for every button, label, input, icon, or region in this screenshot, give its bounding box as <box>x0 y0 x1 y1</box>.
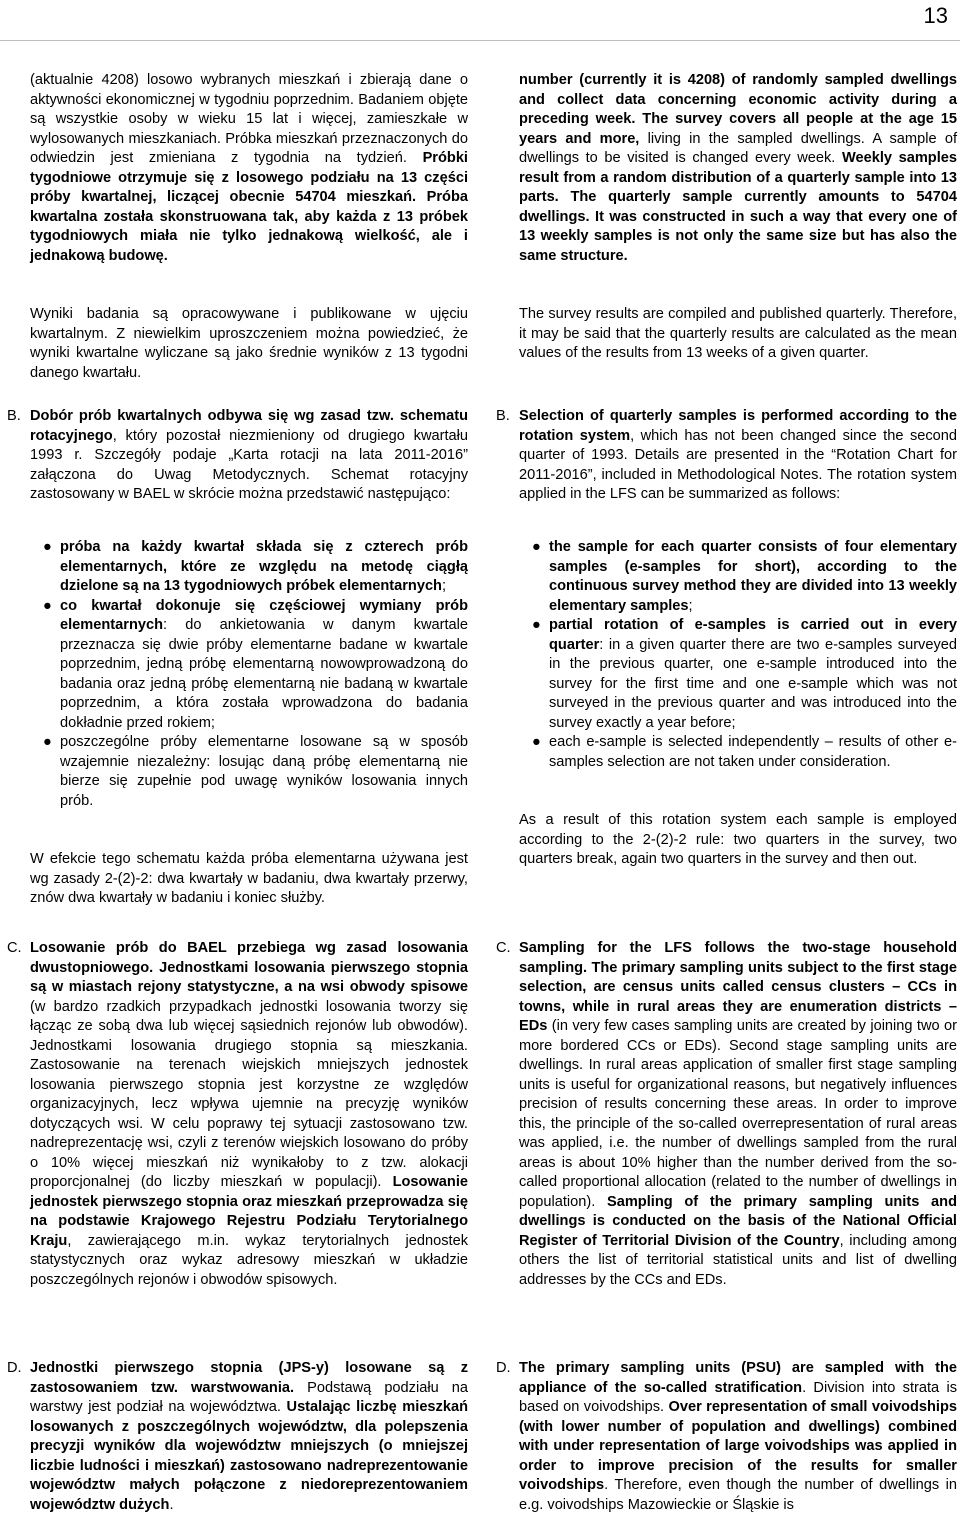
en-section-b-bullets <box>532 538 957 772</box>
pl-results-paragraph: Wyniki badania są opracowywane i publikowane w ujęciu kwartalnym. Z niewielkim uproszczeniem można powiedzieć, że wyniki kwartalne wyliczane są jako średnie wyników z 13 tygodni danego kwartału. <box>30 306 468 381</box>
pl-section-d-label: D. <box>7 1360 22 1376</box>
en-results-paragraph: The survey results are compiled and published quarterly. Therefore, it may be said that the quarterly results are calculated as the mean values of the results from 13 weeks of a given quarter. <box>519 306 957 361</box>
en-section-b: Selection of quarterly samples is performed according to the rotation system, which has not been changed since the second quarter of 1993. Details are presented in the “Rotation Chart for 2011-2016”, included in Methodological Notes. The rotation system applied in the LFS can be summarized as follows: <box>519 408 958 502</box>
bullet-icon: ● <box>532 617 541 633</box>
bullet-icon: ● <box>532 539 541 555</box>
en-section-c-label: C. <box>496 940 511 956</box>
list-item: ● partial rotation of e-samples is carried out in every quarter: in a given quarter there are two e-samples surveyed in the previous quarter, one e-sample introduced into the survey for the first time and one e-sample which was not surveyed in the previous quarter and was introduced into the survey exactly a year before; <box>532 617 957 731</box>
pl-section-c: Losowanie prób do BAEL przebiega wg zasad losowania dwustopniowego. Jednostkami losowania pierwszego stopnia są w miastach rejony statystyczne, a na wsi obwody spisowe (w bardzo rzadkich przypadkach jednostki losowania tworzy się łącząc ze sobą dwa lub więcej sąsiednich rejonów lub obwodów). Jednostkami losowania drugiego stopnia są mieszkania. Zastosowanie na terenach wiejskich mniejszych jednostek losowania pierwszego stopnia jest korzystne ze względów organizacyjnych, lecz wpływa ujemnie na precyzję wyników dotyczących wsi. W celu poprawy tej sytuacji zastosowano tzw. nadreprezentację wsi, czyli z terenów wiejskich losowano do próby o 10% więcej mieszkań niż wynikałoby to z tzw. alokacji proporcjonalnej (do liczby mieszkań w populacji). Losowanie jednostek pierwszego stopnia oraz mieszkań przeprowadza się na podstawie Krajowego Rejestru Podziału Terytorialnego Kraju, zawierającego m.in. wykaz terytorialnych jednostek statystycznych oraz wykaz adresowy mieszkań w układzie poszczególnych rejonów i obwodów spisowych. <box>30 940 468 1288</box>
pl-section-d: Jednostki pierwszego stopnia (JPS-y) losowane są z zastosowaniem tzw. warstwowania. Podstawą podziału na warstwy jest podział na województwa. Ustalając liczbę mieszkań losowanych z poszczególnych województw, dla polepszenia precyzji wyników dla województw mniejszych (o mniejszej liczbie ludności i mieszkań) zastosowano nadreprezentowanie województw małych połączone z niedoreprezentowaniem województw dużych. <box>30 1360 468 1513</box>
bullet-icon: ● <box>43 597 52 614</box>
en-section-b-after: As a result of this rotation system each sample is employed according to the 2-(2)-2 rule: two quarters in the survey, two quarters break, again two quarters in the survey and then out. <box>519 812 957 867</box>
page-number: 13 <box>923 3 948 28</box>
list-item: ● the sample for each quarter consists of four elementary samples (e-samples for short), according to the continuous survey method they are divided into 13 weekly elementary samples; <box>532 539 957 614</box>
list-item: ● próba na każdy kwartał składa się z czterech prób elementarnych, które ze względu na metodę ciągłą dzielone są na 13 tygodniowych próbek elementarnych; <box>43 539 468 594</box>
pl-section-b-bullets <box>43 538 468 811</box>
pl-top-paragraph: (aktualnie 4208) losowo wybranych mieszkań i zbierają dane o aktywności ekonomicznej w tygodniu poprzednim. Badaniem objęte są wszystkie osoby w wieku 15 lat i więcej, zamieszkałe w wylosowanych mieszkaniach. Próbka mieszkań przeznaczonych do odwiedzin jest zmieniana z tygodnia na tydzień. Próbki tygodniowe otrzymuje się z losowego podziału na 13 części próby kwartalnej, liczącej obecnie 54704 mieszkań. Próba kwartalna została skonstruowana tak, aby każda z 13 próbek tygodniowych miała nie tylko jednakową wielkość, ale i jednakową budowę. <box>30 72 468 264</box>
list-item: ● co kwartał dokonuje się częściowej wymiany prób elementarnych: do ankietowania w danym kwartale przeznacza się dwie próby elementarne badane w kwartale poprzednim, jedną próbę elementarną nowowprowadzoną do badania oraz jedną próbę elementarną nie badaną w kwartale poprzednim, a która została wprowadzona do badania dokładnie przed rokiem; <box>43 597 468 731</box>
header-rule <box>0 40 960 41</box>
bullet-icon: ● <box>43 734 52 750</box>
bullet-icon: ● <box>532 734 541 750</box>
pl-section-b: Dobór prób kwartalnych odbywa się wg zasad tzw. schematu rotacyjnego, który pozostał niezmieniony od drugiego kwartału 1993 r. Szczegóły podaje „Karta rotacji na lata 2011-2016” załączona do Uwag Metodycznych. Schemat rotacyjny zastosowany w BAEL w skrócie można przedstawić następująco: <box>30 408 468 502</box>
list-item: ● poszczególne próby elementarne losowane są w sposób wzajemnie niezależny: losując daną próbę elementarną nie bierze się zupełnie pod uwagę wyników losowania innych prób. <box>43 734 468 809</box>
en-section-c: Sampling for the LFS follows the two-stage household sampling. The primary sampling units subject to the first stage selection, are census units called census clusters – CCs in towns, while in rural areas they are enumeration districts – EDs (in very few cases sampling units are created by joining two or more bordered CCs or EDs). Second stage sampling units are dwellings. In rural areas application of smaller first stage sampling units is useful for organizational reasons, but negatively influences precision of results concerning these areas. In order to improve this, the principle of the so-called overrepresentation of rural areas was applied, i.e. the number of dwellings sampled from the rural areas is about 10% higher than the number derived from the so-called proportional allocation (related to the number of dwellings in population). Sampling of the primary sampling units and dwellings is conducted on the basis of the National Official Register of Territorial Division of the Country, including among others the list of territorial statistical units and list of dwelling addresses by the CCs and EDs. <box>519 940 957 1288</box>
en-section-d-label: D. <box>496 1360 511 1376</box>
en-top-paragraph: number (currently it is 4208) of randomly sampled dwellings and collect data concerning economic activity during a preceding week. The survey covers all people at the age 15 years and more, living in the sampled dwellings. A sample of dwellings to be visited is changed every week. Weekly samples result from a random distribution of a quarterly sample into 13 parts. The quarterly sample currently amounts to 54704 dwellings. It was constructed in such a way that every one of 13 weekly samples is not only the same size but has also the same structure. <box>519 72 957 264</box>
pl-section-b-after: W efekcie tego schematu każda próba elementarna używana jest wg zasady 2-(2)-2: dwa kwartały w badaniu, dwa kwartały przerwy, znów dwa kwartały w badaniu i koniec służby. <box>30 851 468 906</box>
pl-section-b-label: B. <box>7 408 21 424</box>
bullet-icon: ● <box>43 539 52 555</box>
en-section-d: The primary sampling units (PSU) are sampled with the appliance of the so-called stratification. Division into strata is based on voivodships. Over representation of small voivodships (with lower number of population and dwellings) combined with under representation of large voivodships was applied in order to improve precision of the results for smaller voivodships. Therefore, even though the number of dwellings in e.g. voivodships Mazowieckie or Śląskie is <box>519 1360 958 1513</box>
pl-section-c-label: C. <box>7 940 22 956</box>
en-section-b-label: B. <box>496 408 510 424</box>
list-item: ● each e-sample is selected independently – results of other e-samples selection are not taken under consideration. <box>532 734 957 770</box>
